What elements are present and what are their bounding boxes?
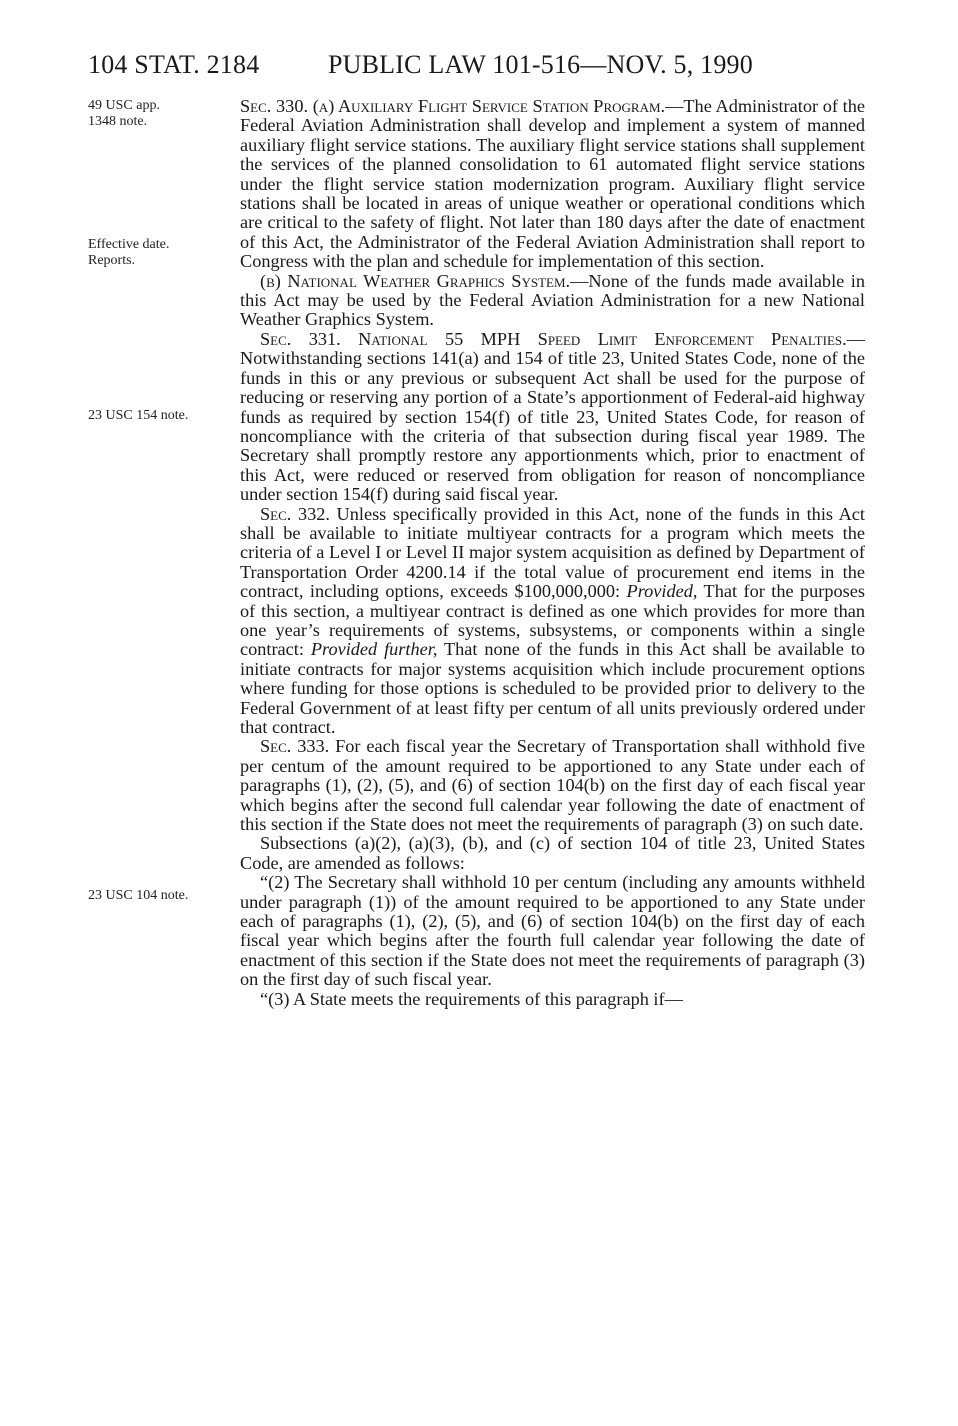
section-text: —Notwithstanding sections 141(a) and 154 of title 23, United States Code, none of the funds in this or any previous or subsequent Act shall be used for the purpose of reducing or reserving any portion of a State’s apportionment of Federal-aid highway funds as required by section 154(f) of title 23, United States Code, for reason of noncompliance with the criteria of that subsection during fiscal year 1989. The Secretary shall promptly restore any apportionments which, prior to enactment of this Act, were reduced or reserved from obligation for reason of noncompliance under section 154(f) during said fiscal year.: [240, 328, 865, 505]
section-text: —The Administrator of the Federal Aviation Administration shall develop and implement a system of manned auxiliary flight service stations. The auxiliary flight service stations shall supplement the services of the planned consolidation to 61 automated flight service stations under the flight service station modernization program. Auxiliary flight service stations shall be located in areas of unique weather or operational conditions which are critical to the safety of flight. Not later than 180 days after the date of enactment of this Act, the Administrator of the Federal Aviation Administration shall report to Congress with the plan and schedule for implementation of this section.: [240, 96, 865, 272]
margin-note-line: 23 USC 154 note.: [88, 408, 189, 423]
margin-note-line: 49 USC app.: [88, 98, 160, 113]
page-header: [88, 50, 888, 90]
section-label: Sec. 331.: [260, 328, 341, 349]
subsection-text: —None of the funds made available in this Act may be used by the Federal Aviation Administration for a new National Weather Graphics System.: [240, 270, 865, 330]
section-332: [240, 505, 865, 738]
section-text: For each fiscal year the Secretary of Transportation shall withhold five per centum of the amount required to be apportioned to any State under each of paragraphs (1), (2), (5), and (6) of section 104(b) on the first day of each fiscal year which begins after the second full calendar year following the date of enactment of this section if the State does not meet the requirements of paragraph (3) on such date.: [240, 736, 865, 835]
running-title: PUBLIC LAW 101-516—NOV. 5, 1990: [328, 50, 753, 79]
proviso-provided-further: Provided further,: [310, 639, 438, 660]
body-text: [240, 97, 865, 1009]
section-330-b: [240, 272, 865, 330]
margin-note-line: 23 USC 104 note.: [88, 888, 189, 903]
margin-note-23-usc-104: [88, 888, 188, 904]
section-text: That none of the funds in this Act shall be available to initiate contracts for major systems acquisition which include procurement options where funding for those options is scheduled to be provided prior to delivery to the Federal Government of at least fifty per centum of all units previously ordered under that contract.: [240, 639, 865, 737]
section-text: Unless specifically provided in this Act, none of the funds in this Act shall be available to initiate multiyear contracts for a program which meets the criteria of a Level I or Level II major system acquisition as defined by Department of Transportation Order 4200.14 if the total value of procurement end items in the contract, including options, exceeds $100,000,000:: [240, 503, 865, 602]
section-heading: (a) Auxiliary Flight Service Station Program.: [312, 96, 666, 116]
section-331: [240, 330, 865, 505]
statute-page-number: 104 STAT. 2184: [88, 50, 260, 79]
section-label: Sec. 332.: [260, 503, 330, 524]
section-label: Sec. 333.: [260, 736, 330, 757]
proviso-provided: Provided,: [626, 581, 698, 602]
section-333-paragraph-2: “(2) The Secretary shall withhold 10 per centum (including any amounts withheld under paragraph (1)) of the amount required to be apportioned to any State under each of paragraphs (1), (2), (5), and (6) of section 104(b) on the first day of each fiscal year which begins after the fourth full calendar year following the date of enactment of this section if the State does not meet the requirements of paragraph (3) on the first day of such fiscal year.: [240, 872, 865, 990]
section-heading: National 55 MPH Speed Limit Enforcement Penalties.: [358, 328, 847, 349]
subsection-heading: (b) National Weather Graphics System.: [260, 270, 571, 291]
margin-note-line: 1348 note.: [88, 114, 148, 129]
margin-note-49-usc: [88, 98, 160, 130]
section-label: Sec. 330.: [240, 96, 309, 116]
section-330-a: [240, 97, 865, 272]
section-333-subsections: Subsections (a)(2), (a)(3), (b), and (c) of section 104 of title 23, United States Code, are amended as follows:: [240, 833, 865, 873]
margin-note-line: Effective date.: [88, 237, 170, 252]
margin-note-line: Reports.: [88, 253, 136, 268]
margin-note-effective-date: [88, 237, 169, 269]
section-333: [240, 737, 865, 834]
section-text: That for the purposes of this section, a multiyear contract is defined as one which provides for more than one year’s requirements of systems, subsystems, or components within a single contract:: [240, 581, 865, 660]
margin-note-23-usc-154: [88, 408, 188, 424]
section-333-paragraph-3: “(3) A State meets the requirements of this paragraph if—: [260, 988, 683, 1009]
